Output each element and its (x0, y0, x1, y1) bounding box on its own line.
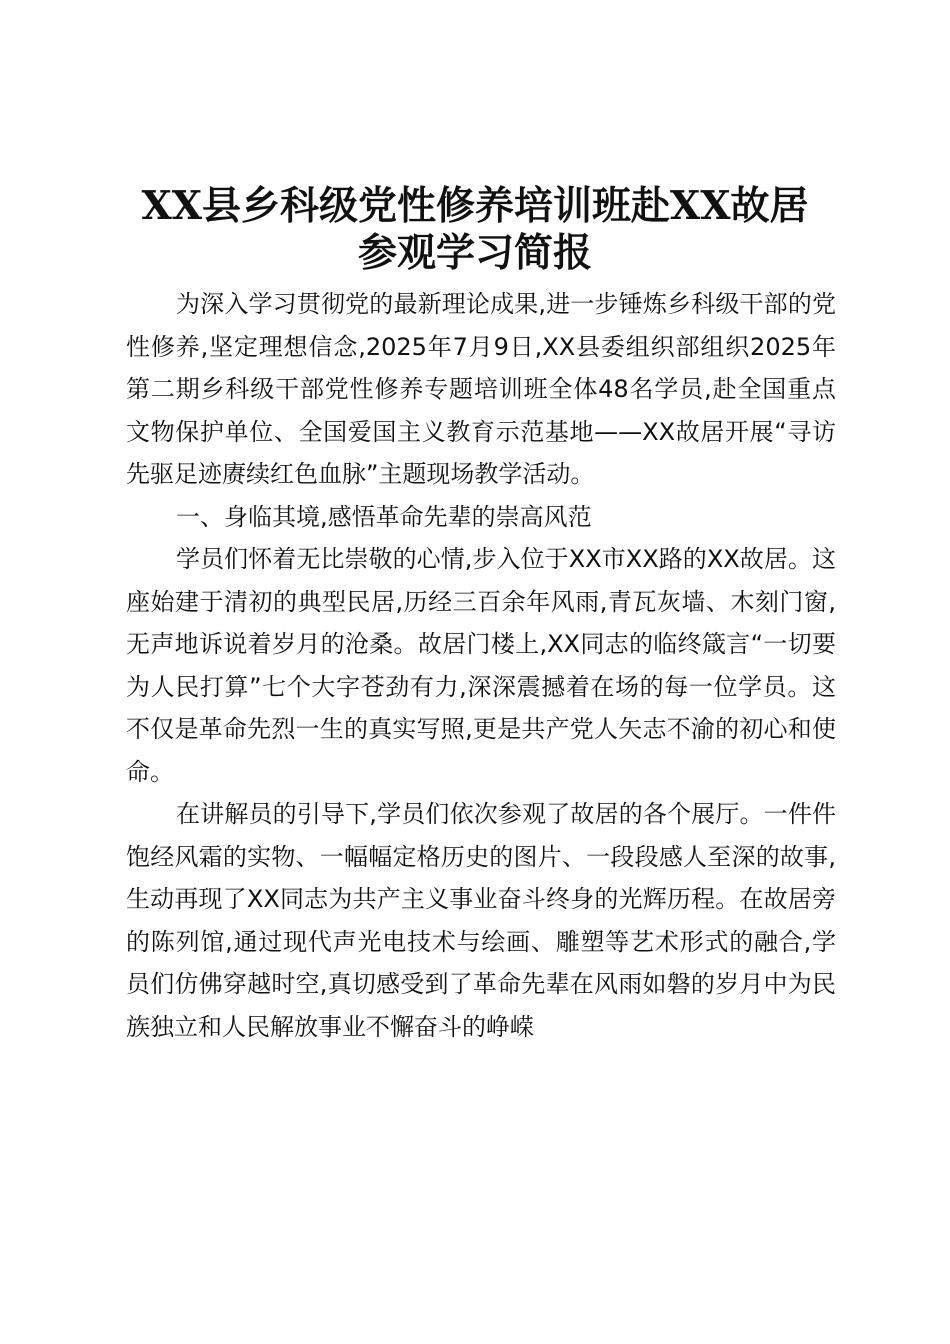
body-paragraph: 在讲解员的引导下,学员们依次参观了故居的各个展厅。一件件饱经风霜的实物、一幅幅定格历史的图片、一段段感人至深的故事,生动再现了XX同志为共产主义事业奋斗终身的光辉历程。在故居旁的陈列馆,通过现代声光电技术与绘画、雕塑等艺术形式的融合,学员们仿佛穿越时空,真切感受到了革命先辈在风雨如磐的岁月中为民族独立和人民解放事业不懈奋斗的峥嵘 (126, 800, 836, 1041)
document-body (126, 283, 836, 1048)
body-paragraph: 学员们怀着无比崇敬的心情,步入位于XX市XX路的XX故居。这座始建于清初的典型民居,历经三百余年风雨,青瓦灰墙、木刻门窗,无声地诉说着岁月的沧桑。故居门楼上,XX同志的临终箴言“一切要为人民打算”七个大字苍劲有力,深深震撼着在场的每一位学员。这不仅是革命先烈一生的真实写照,更是共产党人矢志不渝的初心和使命。 (126, 545, 836, 786)
intro-paragraph: 为深入学习贯彻党的最新理论成果,进一步锤炼乡科级干部的党性修养,坚定理想信念,2025年7月9日,XX县委组织部组织2025年第二期乡科级干部党性修养专题培训班全体48名学员,赴全国重点文物保护单位、全国爱国主义教育示范基地——XX故居开展“寻访先驱足迹赓续红色血脉”主题现场教学活动。 (126, 290, 836, 488)
document-title-line-1: XX县乡科级党性修养培训班赴XX故居 (141, 183, 809, 229)
section-heading-1: 一、身临其境,感悟革命先辈的崇高风范 (176, 502, 592, 531)
document-title-line-2: 参观学习简报 (357, 230, 592, 276)
